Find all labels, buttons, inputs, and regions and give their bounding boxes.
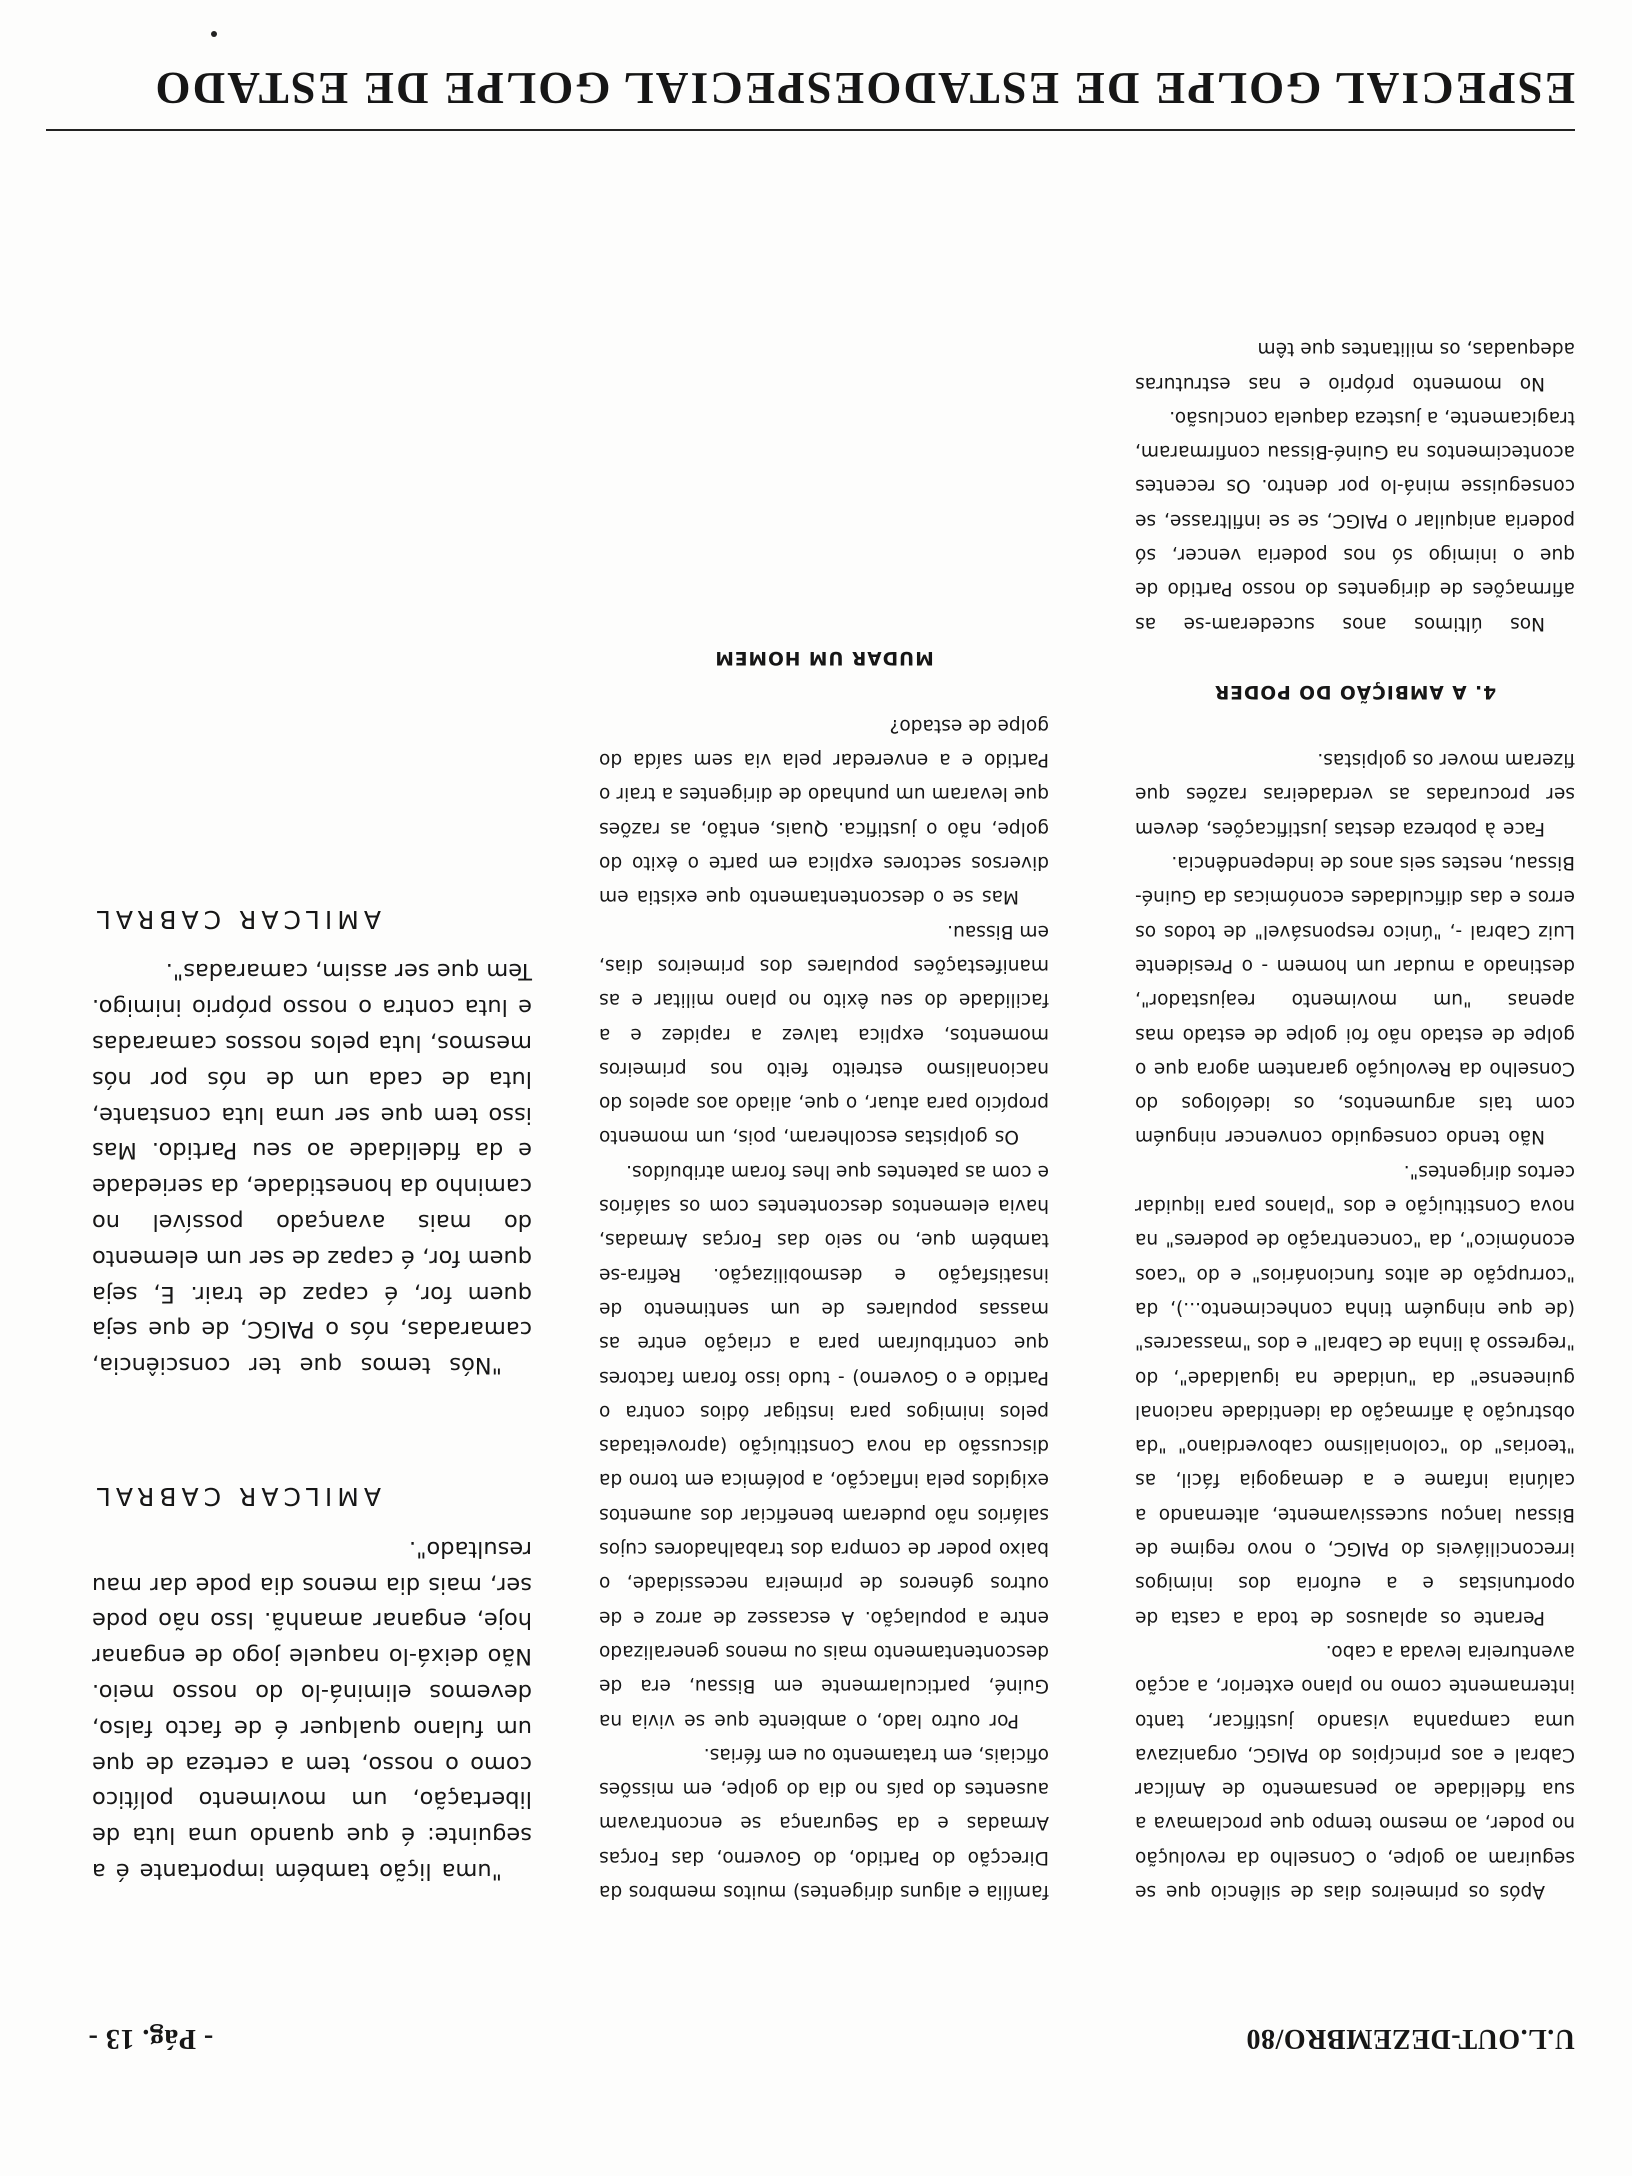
paragraph: Os golpistas escolheram, pois, um momento propício para atuar, o que, aliado aos apelos do nacionalismo estreito feito nos primeiros momentos, explica talvez a rapidez e a facilidade do seu êxito no plano militar e as manifestações populares dos primeiros dias, em Bissau. (599, 920, 1049, 1148)
ink-dot (211, 31, 217, 37)
quote-text: "uma lição também importante é a seguinte: é que quando uma luta de libertação, um movimento político como o nosso, tem a certeza de que um fulano qualquer é de facto falso, devemos eliminá-lo do nosso meio. Não deixá-lo naquele jogo de enganar hoje, enganar amanhã. Isso não pode ser, mais dia menos dia pode dar mau resultado". (92, 1535, 532, 1884)
paragraph: família e alguns dirigentes) muitos membros da Direcção do Partido, do Governo, das Forças Armadas e da Segurança se encontravam ausentes do país no dia do golpe, em missões oficiais, em tratamento ou em férias. (599, 1743, 1049, 1902)
cabral-quote (92, 901, 532, 1382)
paragraph: Nos últimos anos sucederam-se as afirmações de dirigentes do nosso Partido de que o inimigo só nos poderia vencer, só poderia aniquilar o PAIGC, se se infiltrasse, se conseguisse miná-lo por dentro. Os recentes acontecimentos na Guiné-Bissau confirmaram, tragicamente, a justeza daquela conclusão. (1135, 406, 1575, 634)
page-number: - Pág. 13 - (88, 2023, 214, 2054)
banner-rule (46, 129, 1575, 131)
article-column-left (1135, 331, 1575, 1908)
paragraph: Face à pobreza destas justificações, devem ser procuradas as verdadeiras razões que fizeram mover os golpistas. (1135, 749, 1575, 839)
paragraph: Após os primeiros dias de silêncio que se seguiram ao golpe, o Conselho da revolução no poder, ao mesmo tempo que proclamava a sua fidelidade ao pensamento de Amílcar Cabral e aos princípios do PAIGC, organizava uma campanha visando justificar, tanto internamente como no plano exterior, a acção aventureira levada a cabo. (1135, 1640, 1575, 1902)
article-column-middle (599, 605, 1049, 1908)
section-banner: ESPECIAL GOLPE DE ESTADOESPECIAL GOLPE DE ESTADO (153, 63, 1575, 113)
section-heading: MUDAR UM HOMEM (714, 646, 934, 668)
section-heading: 4. A AMBIÇÃO DO PODER (1213, 680, 1497, 702)
paragraph: Por outro lado, o ambiente que se vivia na Guiné, particularmente em Bissau, era de descontentamento mais ou menos generalizado entre a população. A escassez de arroz e de outros géneros de primeira necessidade, o baixo poder de compra dos trabalhadores cujos salários não puderam beneficiar dos aumentos exigidos pela inflacção, a polémica em torno da discussão da nova Constituição (aproveitadas pelos inimigos para instigar ódios contra o Partido e o Governo) - tudo isso foram factores que contribuíram para a criação entre as massas populares de um sentimento de insatisfação e desmobilização. Refira-se também que, no seio das Forças Armadas, havia elementos descontentes com os salários e com as patentes que lhes foram atribuídos. (599, 1160, 1049, 1731)
paragraph: Mas se o descontentamento que existia em diversos sectores explica em parte o êxito do golpe, não o justifica. Quais, então, as razões que levaram um punhado de dirigentes a trair o Partido e a enveredar pela via sem saída do golpe de estado? (599, 714, 1049, 908)
paragraph: No momento próprio e nas estruturas adequadas, os militantes que têm (1135, 338, 1575, 394)
quote-signature: AMILCAR CABRAL (92, 904, 381, 934)
quote-column (92, 901, 532, 1908)
paragraph: Não tendo conseguido convencer ninguém com tais argumentos, os ideólogos do Conselho da Revolução garantem agora que o golpe de estado não foi golpe de estado mas apenas "um movimento reajustador", destinado a mudar um homem - o Presidente Luiz Cabral -, "único responsável" de todos os erros e das dificuldades económicas da Guiné-Bissau, nestes seis anos de independência. (1135, 852, 1575, 1148)
issue-date: U.L.OUT-DEZEMBRO/80 (1246, 2023, 1575, 2054)
quote-text: "Nós temos que ter consciência, camaradas, nós o PAIGC, de que seja quem for, é capaz de trair. E, seja quem for, é capaz de ser um elemento do mais avançado possível no caminho da honestidade, da seriedade e da fidelidade ao seu Partido. Mas isso tem que ser uma luta constante, luta de cada um de nós por nós mesmos, luta pelos nossos camaradas e luta contra o nosso próprio inimigo. Tem que ser assim, camaradas". (92, 958, 532, 1379)
quote-signature: AMILCAR CABRAL (92, 1482, 381, 1512)
cabral-quote (92, 1478, 532, 1888)
paragraph: Perante os aplausos de toda a casta de oportunistas e a euforia dos inimigos irreconciliáveis do PAIGC, o novo regime de Bissau lançou sucessivamente, alternando a calúnia infame e a demagogia fácil, as "teorias" do "colonialismo caboverdiano" "da obstrução à afirmação da identidade nacional guineense" da "unidade na igualdade", do "regresso à linha de Cabral" e dos "massacres" (de que ninguém tinha conhecimento...), da "corrupção de altos funcionários" e do "caos económico", da "concentração de poderes" na nova Constituição e dos "planos para liquidar certos dirigentes". (1135, 1160, 1575, 1628)
